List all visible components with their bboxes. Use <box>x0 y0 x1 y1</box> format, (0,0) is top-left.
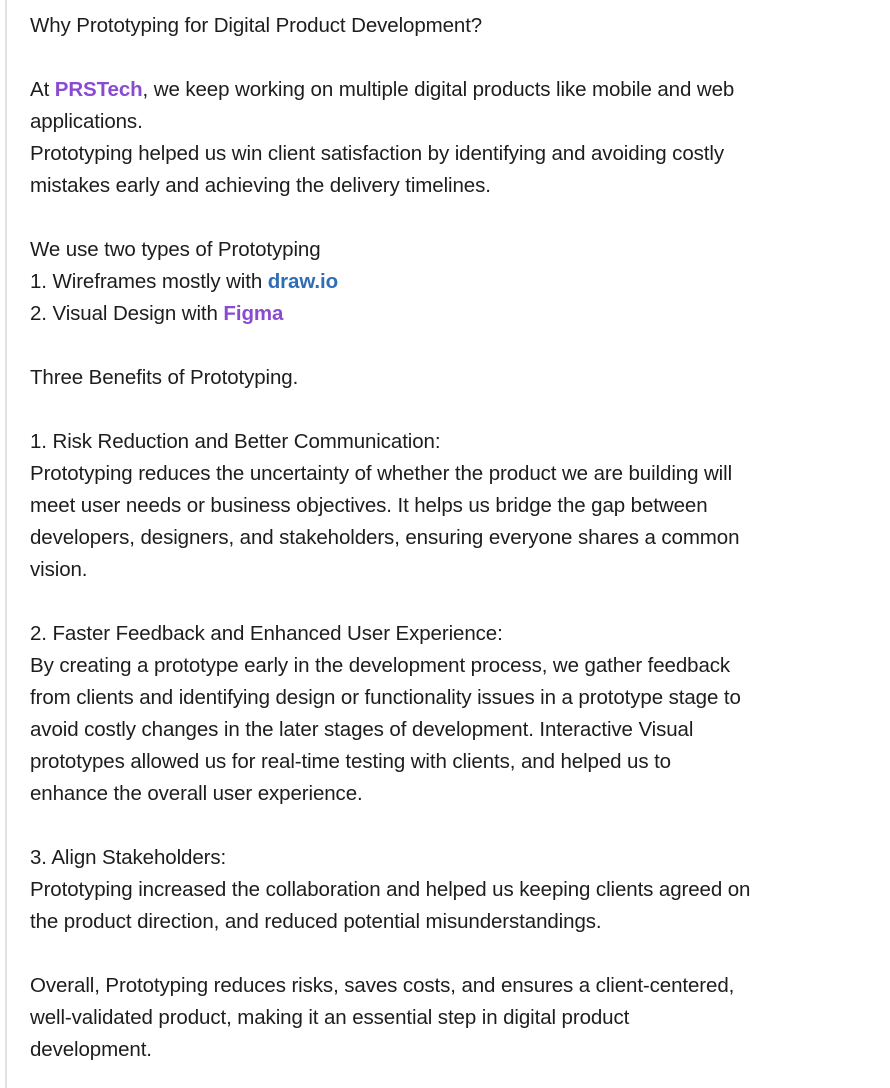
benefit-1-line: vision. <box>30 558 88 581</box>
conclusion-line: development. <box>30 1038 152 1061</box>
benefit-1-title: 1. Risk Reduction and Better Communication: <box>30 430 441 453</box>
types-item-1-text: 1. Wireframes mostly with <box>30 270 268 293</box>
intro-line-1 <box>30 74 875 106</box>
benefit-2-line: from clients and identifying design or functionality issues in a prototype stage to <box>30 686 741 709</box>
benefit-3-line: Prototyping increased the collaboration and helped us keeping clients agreed on <box>30 878 751 901</box>
spacer <box>30 586 875 618</box>
intro-line-4: mistakes early and achieving the delivery timelines. <box>30 174 491 197</box>
benefit-1-line: developers, designers, and stakeholders, ensuring everyone shares a common <box>30 526 740 549</box>
intro-line-3: Prototyping helped us win client satisfaction by identifying and avoiding costly <box>30 142 724 165</box>
benefit-2-line: avoid costly changes in the later stages of development. Interactive Visual <box>30 718 694 741</box>
spacer <box>30 394 875 426</box>
types-heading: We use two types of Prototyping <box>30 238 321 261</box>
types-item-1 <box>30 266 875 298</box>
company-mention-link[interactable]: PRSTech <box>54 78 143 101</box>
spacer <box>30 330 875 362</box>
post-title: Why Prototyping for Digital Product Development? <box>30 14 483 37</box>
conclusion-line: Overall, Prototyping reduces risks, saves costs, and ensures a client-centered, <box>30 974 735 997</box>
drawio-link[interactable]: draw.io <box>267 270 339 293</box>
benefit-3-line: the product direction, and reduced potential misunderstandings. <box>30 910 602 933</box>
left-border <box>5 0 7 1088</box>
spacer <box>30 42 875 74</box>
benefit-2-line: enhance the overall user experience. <box>30 782 363 805</box>
benefit-1-line: Prototyping reduces the uncertainty of whether the product we are building will <box>30 462 733 485</box>
spacer <box>30 810 875 842</box>
benefit-1-line: meet user needs or business objectives. It helps us bridge the gap between <box>30 494 708 517</box>
figma-mention-link[interactable]: Figma <box>223 302 284 325</box>
benefit-2-line: prototypes allowed us for real-time testing with clients, and helped us to <box>30 750 671 773</box>
benefit-3-title: 3. Align Stakeholders: <box>30 846 227 869</box>
conclusion-line: well-validated product, making it an essential step in digital product <box>30 1006 630 1029</box>
types-item-2-text: 2. Visual Design with <box>30 302 224 325</box>
types-item-2 <box>30 298 875 330</box>
benefits-heading: Three Benefits of Prototyping. <box>30 366 299 389</box>
benefit-2-line: By creating a prototype early in the development process, we gather feedback <box>30 654 731 677</box>
intro-line-2: applications. <box>30 110 143 133</box>
spacer <box>30 202 875 234</box>
intro-prefix: At <box>30 78 55 101</box>
benefit-2-title: 2. Faster Feedback and Enhanced User Experience: <box>30 622 503 645</box>
post-body <box>30 10 875 1066</box>
spacer <box>30 938 875 970</box>
intro-line-1-rest: , we keep working on multiple digital products like mobile and web <box>142 78 735 101</box>
